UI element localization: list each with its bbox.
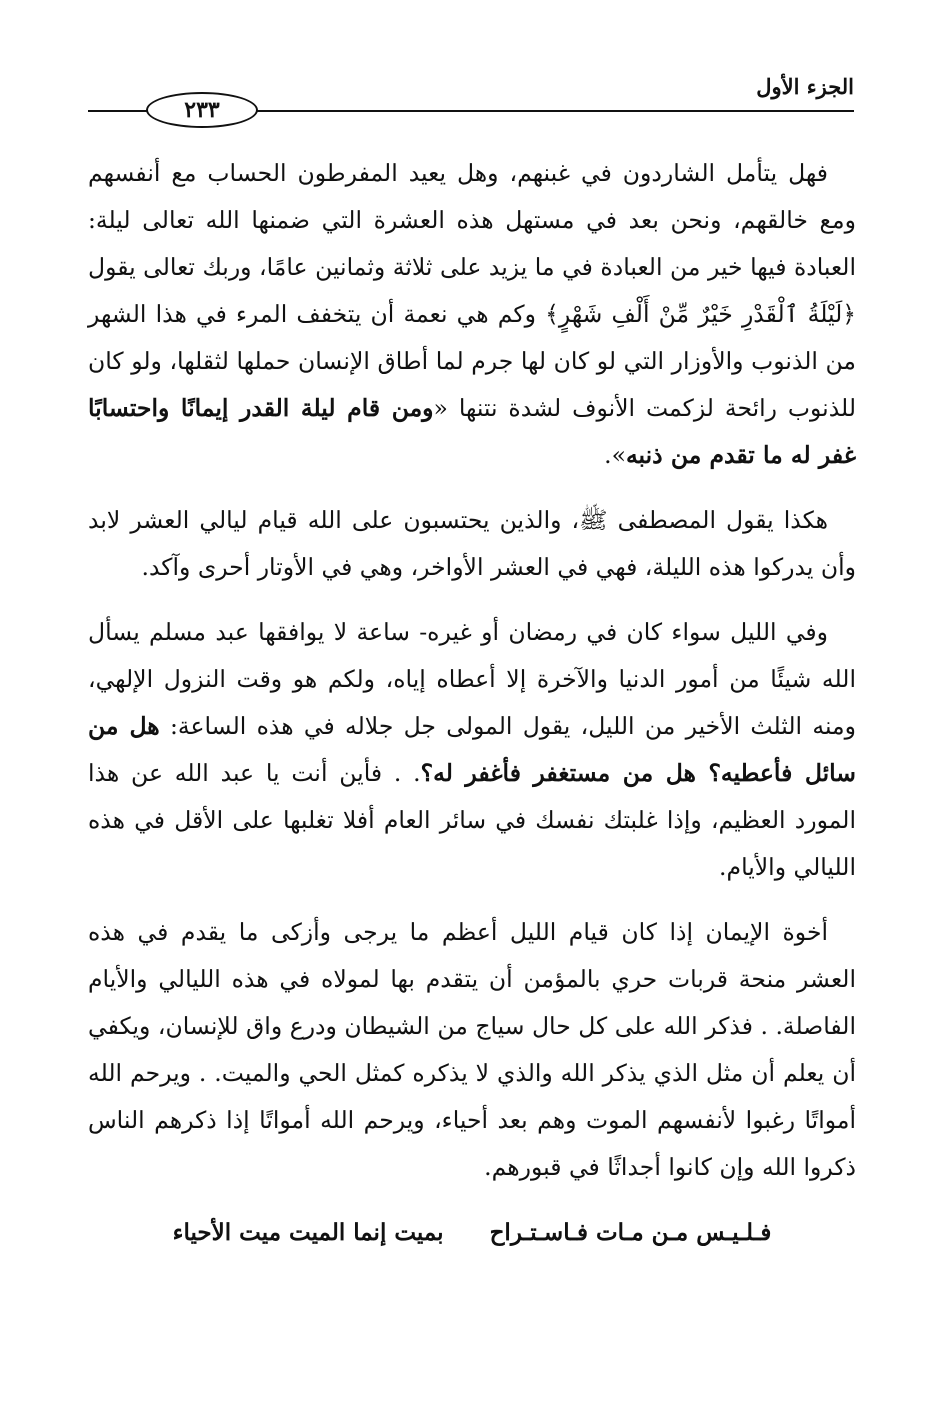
text-segment: وكم هي نعمة أن يتخفف المرء في هذا الشهر من الذنوب والأوزار التي لو كان لها جرم لما أطاق الإنسان حملها لثقلها، ولو كان للذنوب رائحة لزكمت الأنوف لشدة نتنها « [88, 300, 857, 422]
text-segment: فهل يتأمل الشاردون في غبنهم، وهل يعيد المفرطون الحساب مع أنفسهم ومع خالقهم، ونحن بعد في مستهل هذه العشرة التي ضمنها الله تعالى ليلة: العبادة فيها خير من العبادة في ما يزيد على ثلاثة وثمانين عامًا، وربك تعالى يقول [88, 159, 856, 281]
text-segment: وفي الليل سواء كان في رمضان أو غيره- ساعة لا يوافقها عبد مسلم يسأل الله شيئًا من أمور الدنيا والآخرة إلا أعطاه إياه، ولكم هو وقت النزول الإلهي، ومنه الثلث الأخير من الليل، يقول المولى جل جلاله في هذه الساعة: [88, 618, 856, 740]
verse-second-hemistich: بميت إنما الميت ميت الأحياء [172, 1219, 444, 1246]
paragraph-4 [88, 909, 856, 1191]
text-segment: ». [604, 441, 626, 469]
text-segment: هكذا يقول المصطفى ﷺ، والذين يحتسبون على الله قيام ليالي العشر لابد وأن يدركوا هذه الليلة، فهي في العشر الأواخر، وهي في الأوتار أحرى وآكد. [88, 506, 856, 581]
paragraph-3 [88, 609, 856, 891]
running-head: الجزء الأول [756, 74, 854, 99]
paragraph-2 [88, 497, 856, 591]
paragraph-1 [88, 150, 856, 479]
quran-verse: ﴿لَيْلَةُ ٱلْقَدْرِ خَيْرٌ مِّنْ أَلْفِ شَهْرٍ﴾ [545, 300, 856, 328]
text-segment: أخوة الإيمان إذا كان قيام الليل أعظم ما يرجى وأزكى ما يقدم في هذه العشر منحة قربات حري بالمؤمن أن يتقدم بها لمولاه في هذه الليالي والأيام الفاصلة. . فذكر الله على كل حال سياج من الشيطان ودرع واق للإنسان، ويكفي أن يعلم أن مثل الذي يذكر الله والذي لا يذكره كمثل الحي والميت. . ويرحم الله أمواتًا رغبوا لأنفسهم الموت وهم بعد أحياء، ويرحم الله أمواتًا إذا ذكرهم الناس ذكروا الله وإن كانوا أجداثًا في قبورهم. [88, 918, 856, 1181]
verse-first-hemistich: فـلـيـس مـن مـات فـاسـتـراح [489, 1219, 772, 1246]
hadith-text: هل من سائل فأعطيه؟ هل من مستغفر فأغفر له؟ [88, 712, 857, 787]
page-number: ٢٣٣ [146, 92, 258, 128]
hadith-text: ومن قام ليلة القدر إيمانًا واحتسابًا غفر له ما تقدم من ذنبه [88, 394, 856, 469]
text-segment: . . فأين أنت يا عبد الله عن هذا المورد العظيم، وإذا غلبتك نفسك في سائر العام أفلا تغلبها على الأقل في هذه الليالي والأيام. [88, 759, 856, 881]
page-header [88, 66, 854, 130]
page-body [88, 150, 856, 1256]
poetry-verse [88, 1209, 856, 1256]
